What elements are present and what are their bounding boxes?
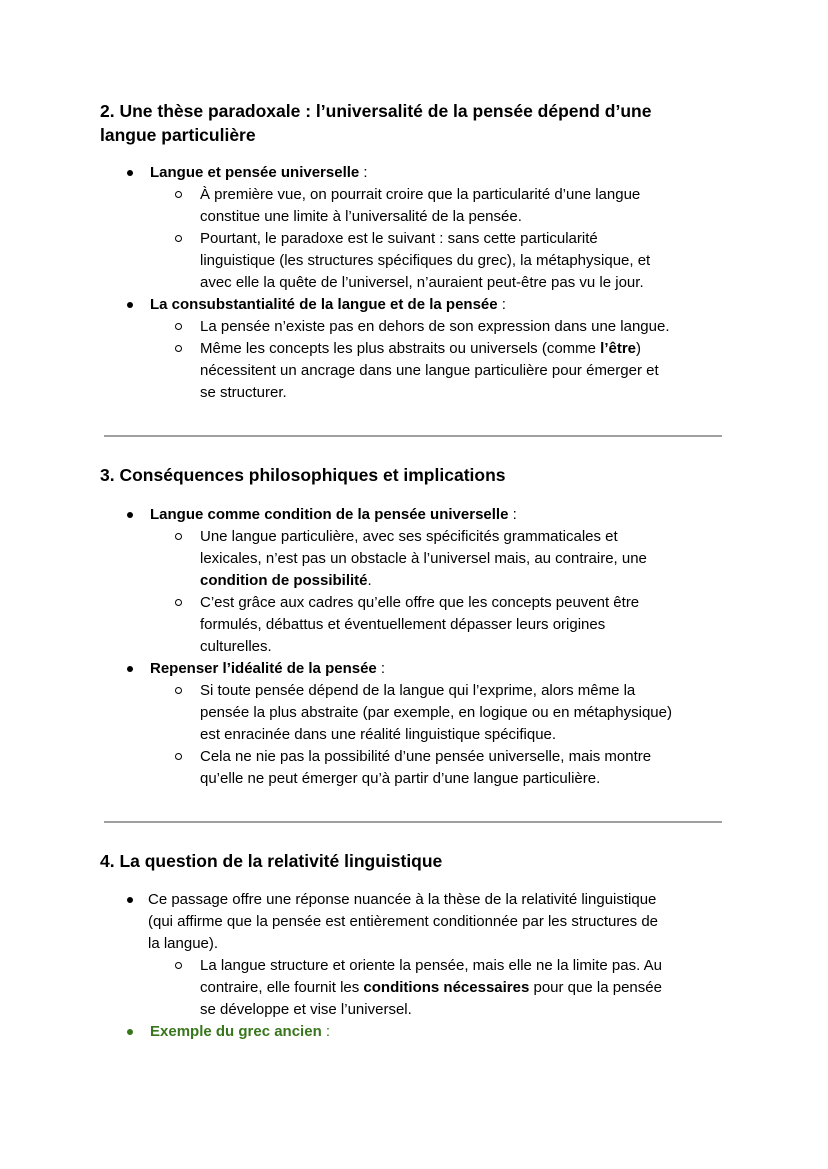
- text-line: Cela ne nie pas la possibilité d’une pensée universelle, mais montre: [200, 748, 652, 765]
- text-line: constitue une limite à l’universalité de la pensée.: [200, 208, 522, 225]
- item-suffix: :: [508, 506, 517, 523]
- sub-list-item: [200, 746, 730, 790]
- text-run: .: [367, 572, 372, 589]
- sub-list-item: [200, 526, 730, 592]
- section-4-heading: 4. La question de la relativité linguistique: [100, 851, 443, 871]
- list-item: [150, 294, 740, 316]
- bullet-circle-icon: [175, 599, 182, 606]
- item-label: Exemple du grec ancien: [150, 1023, 322, 1040]
- text-run: ): [636, 340, 642, 357]
- text-line: [200, 977, 730, 999]
- sub-list-item: [200, 228, 730, 294]
- text-line: la langue).: [148, 935, 219, 952]
- section-2-title-line2: langue particulière: [100, 125, 256, 145]
- bullet-disc-icon: [127, 302, 133, 308]
- text-line: est enracinée dans une réalité linguistique spécifique.: [200, 726, 557, 743]
- bold-term: condition de possibilité: [200, 572, 368, 589]
- bullet-disc-icon: [127, 1029, 133, 1035]
- item-suffix: :: [497, 296, 506, 313]
- text-run: Même les concepts les plus abstraits ou universels (comme: [200, 340, 601, 357]
- bullet-disc-icon: [127, 170, 133, 176]
- item-label: Langue et pensée universelle: [150, 164, 360, 181]
- text-line: culturelles.: [200, 638, 272, 655]
- item-suffix: :: [359, 164, 368, 181]
- section-2-heading: [100, 99, 730, 147]
- item-suffix: :: [376, 660, 386, 677]
- section-3-heading: 3. Conséquences philosophiques et implications: [100, 465, 506, 485]
- text-run: contraire, elle fournit les: [200, 979, 364, 996]
- bullet-circle-icon: [175, 323, 182, 330]
- sub-list-item: [200, 955, 730, 1021]
- list-item: [150, 1021, 740, 1043]
- bullet-circle-icon: [175, 533, 182, 540]
- text-line: [200, 338, 730, 360]
- item-label: La consubstantialité de la langue et de la pensée: [150, 296, 498, 313]
- sub-list-item: [200, 338, 730, 404]
- list-item: [150, 658, 740, 680]
- bullet-circle-icon: [175, 687, 182, 694]
- text-line: lexicales, n’est pas un obstacle à l’universel mais, au contraire, une: [200, 550, 647, 567]
- list-item: [150, 504, 740, 526]
- item-suffix: :: [321, 1023, 331, 1040]
- sub-list-item: [200, 592, 730, 658]
- bullet-circle-icon: [175, 345, 182, 352]
- text-line: Si toute pensée dépend de la langue qui l’exprime, alors même la: [200, 682, 636, 699]
- text-line: C’est grâce aux cadres qu’elle offre que les concepts peuvent être: [200, 594, 640, 611]
- bullet-circle-icon: [175, 962, 182, 969]
- text-line: linguistique (les structures spécifiques du grec), la métaphysique, et: [200, 252, 651, 269]
- text-line: nécessitent un ancrage dans une langue particulière pour émerger et: [200, 362, 659, 379]
- sub-list-item: [200, 184, 730, 228]
- text-line: La pensée n’existe pas en dehors de son expression dans une langue.: [200, 318, 670, 335]
- text-line: Pourtant, le paradoxe est le suivant : sans cette particularité: [200, 230, 598, 247]
- bullet-disc-icon: [127, 512, 133, 518]
- text-line: [200, 570, 730, 592]
- bullet-circle-icon: [175, 191, 182, 198]
- section-2-title-line1: 2. Une thèse paradoxale : l’universalité de la pensée dépend d’une: [100, 101, 652, 121]
- text-line: pensée la plus abstraite (par exemple, en logique ou en métaphysique): [200, 704, 672, 721]
- list-item: [148, 889, 738, 955]
- sub-list-item: [200, 680, 730, 746]
- text-line: se développe et vise l’universel.: [200, 1001, 412, 1018]
- text-line: qu’elle ne peut émerger qu’à partir d’une langue particulière.: [200, 770, 601, 787]
- text-line: À première vue, on pourrait croire que la particularité d’une langue: [200, 186, 641, 203]
- text-line: formulés, débattus et éventuellement dépasser leurs origines: [200, 616, 606, 633]
- text-line: Une langue particulière, avec ses spécificités grammaticales et: [200, 528, 618, 545]
- horizontal-divider: [104, 435, 722, 437]
- text-run: pour que la pensée: [529, 979, 662, 996]
- item-label: Repenser l’idéalité de la pensée: [150, 660, 377, 677]
- bullet-circle-icon: [175, 235, 182, 242]
- item-label: Langue comme condition de la pensée universelle: [150, 506, 509, 523]
- list-item: [150, 162, 740, 184]
- text-line: Ce passage offre une réponse nuancée à la thèse de la relativité linguistique: [148, 891, 657, 908]
- text-line: La langue structure et oriente la pensée, mais elle ne la limite pas. Au: [200, 957, 662, 974]
- bullet-disc-icon: [127, 666, 133, 672]
- text-line: se structurer.: [200, 384, 287, 401]
- horizontal-divider: [104, 821, 722, 823]
- bullet-disc-icon: [127, 897, 133, 903]
- text-line: (qui affirme que la pensée est entièrement conditionnée par les structures de: [148, 913, 659, 930]
- bold-term: l’être: [600, 340, 637, 357]
- text-line: avec elle la quête de l’universel, n’auraient peut-être pas vu le jour.: [200, 274, 644, 291]
- sub-list-item: [200, 316, 730, 338]
- bold-term: conditions nécessaires: [363, 979, 530, 996]
- bullet-circle-icon: [175, 753, 182, 760]
